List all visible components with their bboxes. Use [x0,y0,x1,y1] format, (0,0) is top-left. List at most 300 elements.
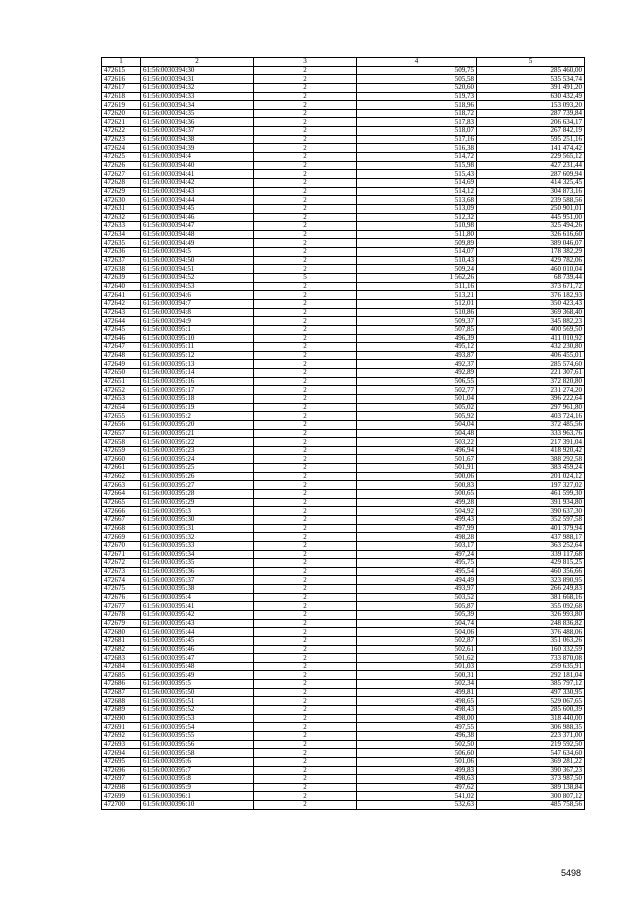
table-cell: 373 987,50 [477,775,585,784]
table-cell: 501,06 [357,757,477,766]
table-cell: 502,61 [357,645,477,654]
table-cell: 345 882,23 [477,317,585,326]
table-cell: 515,43 [357,170,477,179]
table-cell: 514,72 [357,153,477,162]
table-row [102,636,585,645]
table-cell: 472659 [102,446,141,455]
table-cell: 499,81 [357,688,477,697]
table-cell: 61:56:0030395:54 [141,723,254,732]
table-row [102,498,585,507]
table-cell: 61:56:0030395:36 [141,567,254,576]
table-cell: 472671 [102,550,141,559]
table-cell: 497,62 [357,783,477,792]
table-cell: 472684 [102,662,141,671]
table-cell: 514,12 [357,187,477,196]
table-cell: 292 181,04 [477,671,585,680]
table-cell: 388 292,58 [477,455,585,464]
table-cell: 498,28 [357,533,477,542]
table-cell: 2 [254,455,357,464]
table-cell: 61:56:0030394:46 [141,213,254,222]
table-cell: 547 634,60 [477,749,585,758]
table-cell: 503,22 [357,438,477,447]
table-cell: 472689 [102,706,141,715]
table-cell: 445 951,00 [477,213,585,222]
table-cell: 472692 [102,731,141,740]
table-cell: 499,43 [357,515,477,524]
table-row [102,274,585,283]
table-cell: 61:56:0030395:19 [141,403,254,412]
table-cell: 535 534,74 [477,75,585,84]
table-row [102,308,585,317]
table-cell: 61:56:0030394:41 [141,170,254,179]
table-cell: 2 [254,619,357,628]
table-cell: 472691 [102,723,141,732]
table-cell: 513,68 [357,196,477,205]
table-cell: 519,73 [357,92,477,101]
table-cell: 400 569,50 [477,325,585,334]
table-cell: 472657 [102,429,141,438]
table-cell: 206 634,17 [477,118,585,127]
table-cell: 61:56:0030395:58 [141,749,254,758]
table-row [102,369,585,378]
table-cell: 2 [254,161,357,170]
table-cell: 217 391,04 [477,438,585,447]
table-cell: 432 230,80 [477,343,585,352]
table-cell: 2 [254,757,357,766]
table-cell: 2 [254,109,357,118]
table-row [102,757,585,766]
table-cell: 61:56:0030394:6 [141,291,254,300]
table-cell: 472662 [102,472,141,481]
table-cell: 267 842,19 [477,127,585,136]
table-row [102,671,585,680]
table-cell: 2 [254,92,357,101]
table-cell: 532,63 [357,801,477,810]
table-cell: 472661 [102,464,141,473]
table-cell: 497,99 [357,524,477,533]
table-cell: 630 432,49 [477,92,585,101]
table-cell: 2 [254,83,357,92]
table-row [102,360,585,369]
table-cell: 2 [254,706,357,715]
table-cell: 2 [254,559,357,568]
table-cell: 500,31 [357,671,477,680]
table-cell: 509,89 [357,239,477,248]
table-row [102,714,585,723]
table-cell: 512,32 [357,213,477,222]
table-cell: 61:56:0030395:7 [141,766,254,775]
table-row [102,196,585,205]
table-cell: 390 367,23 [477,766,585,775]
table-cell: 411 010,92 [477,334,585,343]
table-cell: 2 [254,602,357,611]
table-cell: 61:56:0030394:31 [141,75,254,84]
table-row [102,265,585,274]
table-cell: 2 [254,472,357,481]
table-row [102,101,585,110]
table-cell: 61:56:0030394:30 [141,66,254,75]
table-cell: 2 [254,731,357,740]
table-row [102,170,585,179]
table-cell: 472623 [102,135,141,144]
table-cell: 61:56:0030395:17 [141,386,254,395]
table-row [102,248,585,257]
table-cell: 472629 [102,187,141,196]
table-cell: 472666 [102,507,141,516]
table-cell: 61:56:0030395:11 [141,343,254,352]
table-cell: 389 046,07 [477,239,585,248]
table-cell: 61:56:0030395:12 [141,351,254,360]
table-cell: 472679 [102,619,141,628]
table-cell: 61:56:0030395:31 [141,524,254,533]
table-cell: 501,03 [357,662,477,671]
table-cell: 5 [254,274,357,283]
table-cell: 61:56:0030394:52 [141,274,254,283]
table-cell: 61:56:0030395:10 [141,334,254,343]
table-cell: 381 668,16 [477,593,585,602]
table-cell: 390 637,30 [477,507,585,516]
table-cell: 500,83 [357,481,477,490]
table-cell: 492,37 [357,360,477,369]
table-cell: 61:56:0030394:45 [141,204,254,213]
table-row [102,118,585,127]
table-cell: 501,62 [357,654,477,663]
table-cell: 505,02 [357,403,477,412]
table-cell: 514,69 [357,178,477,187]
table-cell: 504,74 [357,619,477,628]
table-cell: 472637 [102,256,141,265]
table-cell: 505,58 [357,75,477,84]
table-cell: 505,87 [357,602,477,611]
table-row [102,567,585,576]
table-cell: 2 [254,239,357,248]
table-cell: 472625 [102,153,141,162]
table-cell: 2 [254,135,357,144]
table-cell: 2 [254,550,357,559]
table-cell: 350 423,43 [477,299,585,308]
table-cell: 485 758,56 [477,801,585,810]
table-cell: 2 [254,438,357,447]
table-cell: 61:56:0030395:32 [141,533,254,542]
table-row [102,204,585,213]
table-cell: 472677 [102,602,141,611]
table-cell: 61:56:0030394:39 [141,144,254,153]
table-row [102,697,585,706]
table-row [102,144,585,153]
table-cell: 472644 [102,317,141,326]
table-cell: 396 222,64 [477,394,585,403]
table-cell: 472620 [102,109,141,118]
table-row [102,386,585,395]
table-cell: 2 [254,498,357,507]
table-cell: 2 [254,317,357,326]
table-cell: 472615 [102,66,141,75]
table-cell: 61:56:0030394:51 [141,265,254,274]
table-row [102,654,585,663]
table-cell: 496,39 [357,334,477,343]
table-cell: 2 [254,723,357,732]
table-cell: 2 [254,386,357,395]
table-cell: 2 [254,308,357,317]
table-cell: 501,04 [357,394,477,403]
table-cell: 2 [254,412,357,421]
table-cell: 429 815,25 [477,559,585,568]
table-cell: 231 274,20 [477,386,585,395]
table-cell: 502,77 [357,386,477,395]
table-cell: 339 117,68 [477,550,585,559]
table-cell: 472631 [102,204,141,213]
table-cell: 472673 [102,567,141,576]
table-cell: 2 [254,282,357,291]
table-cell: 61:56:0030395:3 [141,507,254,516]
table-cell: 2 [254,446,357,455]
table-cell: 2 [254,481,357,490]
table-cell: 495,12 [357,343,477,352]
table-cell: 403 724,16 [477,412,585,421]
table-cell: 61:56:0030395:5 [141,680,254,689]
table-cell: 2 [254,222,357,231]
table-cell: 61:56:0030395:30 [141,515,254,524]
table-row [102,749,585,758]
table-cell: 504,48 [357,429,477,438]
table-cell: 517,16 [357,135,477,144]
table-row [102,541,585,550]
table-row [102,524,585,533]
table-cell: 285 574,60 [477,360,585,369]
table-row [102,611,585,620]
table-cell: 61:56:0030395:37 [141,576,254,585]
table-cell: 61:56:0030395:34 [141,550,254,559]
table-cell: 2 [254,403,357,412]
table-cell: 510,98 [357,222,477,231]
table-cell: 493,87 [357,351,477,360]
table-cell: 503,17 [357,541,477,550]
table-cell: 141 474,42 [477,144,585,153]
table-cell: 506,55 [357,377,477,386]
table-cell: 248 836,82 [477,619,585,628]
table-cell: 502,87 [357,636,477,645]
table-cell: 300 807,12 [477,792,585,801]
table-cell: 61:56:0030395:28 [141,490,254,499]
table-cell: 472653 [102,394,141,403]
table-row [102,351,585,360]
table-cell: 472688 [102,697,141,706]
table-cell: 2 [254,334,357,343]
table-cell: 2 [254,377,357,386]
table-row [102,334,585,343]
table-cell: 229 565,12 [477,153,585,162]
table-cell: 2 [254,533,357,542]
table-cell: 514,07 [357,248,477,257]
table-cell: 461 599,30 [477,490,585,499]
table-cell: 61:56:0030394:8 [141,308,254,317]
table-cell: 510,43 [357,256,477,265]
table-cell: 61:56:0030395:18 [141,394,254,403]
table-cell: 518,07 [357,127,477,136]
table-row [102,602,585,611]
table-cell: 2 [254,688,357,697]
table-cell: 326 993,80 [477,611,585,620]
table-cell: 504,06 [357,628,477,637]
table-cell: 472617 [102,83,141,92]
table-cell: 510,86 [357,308,477,317]
table-cell: 318 440,00 [477,714,585,723]
table-cell: 2 [254,394,357,403]
table-cell: 1 562,26 [357,274,477,283]
table-cell: 472685 [102,671,141,680]
table-cell: 472693 [102,740,141,749]
table-cell: 517,83 [357,118,477,127]
table-cell: 355 092,68 [477,602,585,611]
table-cell: 61:56:0030395:48 [141,662,254,671]
table-cell: 499,28 [357,498,477,507]
table-cell: 61:56:0030395:46 [141,645,254,654]
table-cell: 61:56:0030394:43 [141,187,254,196]
table-row [102,299,585,308]
table-cell: 472680 [102,628,141,637]
table-cell: 61:56:0030394:47 [141,222,254,231]
table-cell: 323 890,95 [477,576,585,585]
table-row [102,455,585,464]
table-cell: 513,21 [357,291,477,300]
table-cell: 472676 [102,593,141,602]
table-cell: 511,16 [357,282,477,291]
table-cell: 61:56:0030395:45 [141,636,254,645]
table-cell: 515,98 [357,161,477,170]
table-cell: 2 [254,801,357,810]
table-row [102,585,585,594]
table-cell: 472668 [102,524,141,533]
table-cell: 61:56:0030394:48 [141,230,254,239]
table-cell: 472672 [102,559,141,568]
table-row [102,472,585,481]
table-cell: 472700 [102,801,141,810]
table-cell: 472664 [102,490,141,499]
table-cell: 2 [254,697,357,706]
table-cell: 2 [254,429,357,438]
table-cell: 61:56:0030395:26 [141,472,254,481]
table-cell: 223 371,00 [477,731,585,740]
table-cell: 61:56:0030395:24 [141,455,254,464]
table-cell: 61:56:0030395:50 [141,688,254,697]
table-cell: 472633 [102,222,141,231]
table-row [102,429,585,438]
table-cell: 2 [254,325,357,334]
table-row [102,420,585,429]
table-row [102,161,585,170]
table-row [102,394,585,403]
table-row [102,731,585,740]
table-cell: 472649 [102,360,141,369]
table-row [102,619,585,628]
table-cell: 472647 [102,343,141,352]
table-row [102,481,585,490]
table-cell: 427 231,44 [477,161,585,170]
table-cell: 509,37 [357,317,477,326]
table-cell: 2 [254,515,357,524]
table-cell: 219 592,50 [477,740,585,749]
table-cell: 61:56:0030395:51 [141,697,254,706]
table-cell: 497,24 [357,550,477,559]
table-cell: 61:56:0030395:25 [141,464,254,473]
table-cell: 472675 [102,585,141,594]
table-cell: 498,00 [357,714,477,723]
table-cell: 385 797,12 [477,680,585,689]
table-cell: 2 [254,213,357,222]
table-cell: 472699 [102,792,141,801]
table-cell: 472641 [102,291,141,300]
table-cell: 2 [254,265,357,274]
table-cell: 2 [254,66,357,75]
table-cell: 61:56:0030394:49 [141,239,254,248]
table-cell: 502,34 [357,680,477,689]
table-cell: 2 [254,490,357,499]
table-cell: 501,67 [357,455,477,464]
table-cell: 472628 [102,178,141,187]
table-row [102,783,585,792]
table-cell: 501,91 [357,464,477,473]
table-cell: 472665 [102,498,141,507]
table-cell: 285 460,00 [477,66,585,75]
table-cell: 516,38 [357,144,477,153]
table-cell: 61:56:0030395:23 [141,446,254,455]
table-cell: 2 [254,196,357,205]
table-cell: 472652 [102,386,141,395]
table-cell: 472655 [102,412,141,421]
table-row [102,317,585,326]
table-cell: 61:56:0030394:53 [141,282,254,291]
table-cell: 495,54 [357,567,477,576]
table-cell: 472642 [102,299,141,308]
table-cell: 352 597,58 [477,515,585,524]
table-cell: 472669 [102,533,141,542]
table-row [102,593,585,602]
table-cell: 472663 [102,481,141,490]
table-cell: 472656 [102,420,141,429]
table-cell: 61:56:0030394:44 [141,196,254,205]
table-cell: 61:56:0030395:33 [141,541,254,550]
table-cell: 61:56:0030395:38 [141,585,254,594]
table-row [102,282,585,291]
table-cell: 509,24 [357,265,477,274]
column-header: 4 [357,58,477,67]
table-cell: 529 067,65 [477,697,585,706]
table-cell: 504,92 [357,507,477,516]
table-cell: 498,65 [357,697,477,706]
table-cell: 513,09 [357,204,477,213]
table-cell: 472697 [102,775,141,784]
column-header: 2 [141,58,254,67]
table-cell: 2 [254,291,357,300]
table-cell: 2 [254,611,357,620]
table-row [102,135,585,144]
table-cell: 2 [254,593,357,602]
table-cell: 460 356,66 [477,567,585,576]
table-cell: 61:56:0030395:44 [141,628,254,637]
table-cell: 2 [254,230,357,239]
table-body [102,66,585,809]
table-row [102,230,585,239]
table-row [102,515,585,524]
table-cell: 153 093,20 [477,101,585,110]
table-cell: 61:56:0030395:8 [141,775,254,784]
table-row [102,83,585,92]
table-cell: 472639 [102,274,141,283]
table-cell: 2 [254,343,357,352]
table-cell: 472667 [102,515,141,524]
table-cell: 472616 [102,75,141,84]
table-cell: 369 281,22 [477,757,585,766]
